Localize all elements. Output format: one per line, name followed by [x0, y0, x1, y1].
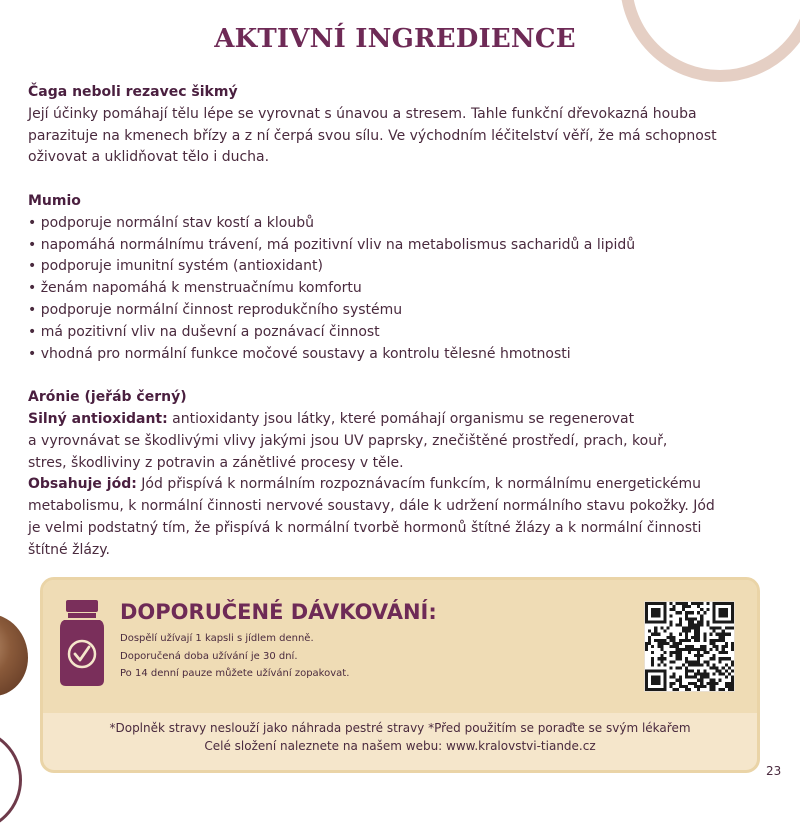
antioxidant-label: Silný antioxidant: [28, 410, 168, 427]
antioxidant-paragraph [28, 409, 774, 431]
mumio-list-item: • napomáhá normálnímu trávení, má pozitivní vliv na metabolismus sacharidů a lipidů [28, 236, 636, 253]
mumio-list-item: • ženám napomáhá k menstruačnímu komfortu [28, 280, 362, 297]
mumio-heading: Mumio [28, 192, 81, 209]
chaga-text-line: parazituje na kmenech břízy a z ní čerpá svou sílu. Ve východním léčitelství věří, že má schopnost [28, 127, 717, 144]
antioxidant-text-line: stres, škodliviny z potravin a zánětlivé procesy v těle. [28, 454, 404, 471]
dosage-instructions [120, 630, 349, 683]
dosage-line: Dospělí užívají 1 kapsli s jídlem denně. [120, 633, 314, 644]
page-title: AKTIVNÍ INGREDIENCE [214, 24, 576, 54]
mumio-list-item: • má pozitivní vliv na duševní a poznávací činnost [28, 323, 380, 340]
iodine-label: Obsahuje jód: [28, 476, 137, 493]
iodine-paragraph [28, 474, 774, 496]
iodine-text-line: metabolismu, k normální činnosti nervové soustavy, dále k udržení normálního stavu pokožky. Jód [28, 498, 715, 515]
disclaimer-line: *Doplněk stravy neslouží jako náhrada pestré stravy *Před použitím se poraďte se svým lékařem [109, 721, 691, 735]
antioxidant-text-line: a vyrovnávat se škodlivými vlivy jakými jsou UV paprsky, znečištěné prostředí, prach, kouř, [28, 432, 668, 449]
chaga-text-line: Její účinky pomáhají tělu lépe se vyrovnat s únavou a stresem. Tahle funkční dřevokazná houba [28, 105, 697, 122]
antioxidant-text: antioxidanty jsou látky, které pomáhají organismu se regenerovat [167, 410, 635, 427]
iodine-text-line: je velmi podstatný tím, že přispívá k normální tvorbě hormonů štítné žlázy a k normální činnosti [28, 519, 702, 536]
iodine-text: Jód přispívá k normálním rozpoznávacím funkcím, k normálnímu energetickému [136, 476, 702, 493]
dosage-panel [43, 580, 757, 713]
dosage-line: Po 14 denní pauze můžete užívání zopakovat. [120, 668, 350, 679]
disclaimer [43, 719, 757, 755]
mumio-list-item: • podporuje normální stav kostí a kloubů [28, 214, 314, 231]
website-line[interactable]: Celé složení naleznete na našem webu: www.kralovstvi-tiande.cz [204, 739, 596, 753]
qr-code-icon[interactable] [644, 601, 735, 692]
page-number: 23 [766, 764, 782, 778]
mumio-list-item: • podporuje imunitní systém (antioxidant) [28, 258, 323, 275]
iodine-text-line: štítné žlázy. [28, 541, 111, 558]
chaga-heading: Čaga neboli rezavec šikmý [28, 84, 238, 100]
mumio-stone-image [0, 614, 28, 696]
qr-code-graphic [645, 602, 734, 691]
supplement-bottle-icon [60, 600, 104, 686]
dosage-title: DOPORUČENÉ DÁVKOVÁNÍ: [120, 600, 437, 624]
aronia-heading: Arónie (jeřáb černý) [28, 389, 187, 406]
mumio-list-item: • podporuje normální činnost reprodukčního systému [28, 301, 403, 318]
decorative-ring-bottom [0, 728, 22, 832]
dosage-line: Doporučená doba užívání je 30 dní. [120, 650, 298, 662]
dosage-box [40, 577, 760, 773]
ingredients-content [28, 82, 774, 562]
chaga-text-line: oživovat a uklidňovat tělo i ducha. [28, 149, 270, 166]
mumio-list-item: • vhodná pro normální funkce močové soustavy a kontrolu tělesné hmotnosti [28, 345, 571, 362]
